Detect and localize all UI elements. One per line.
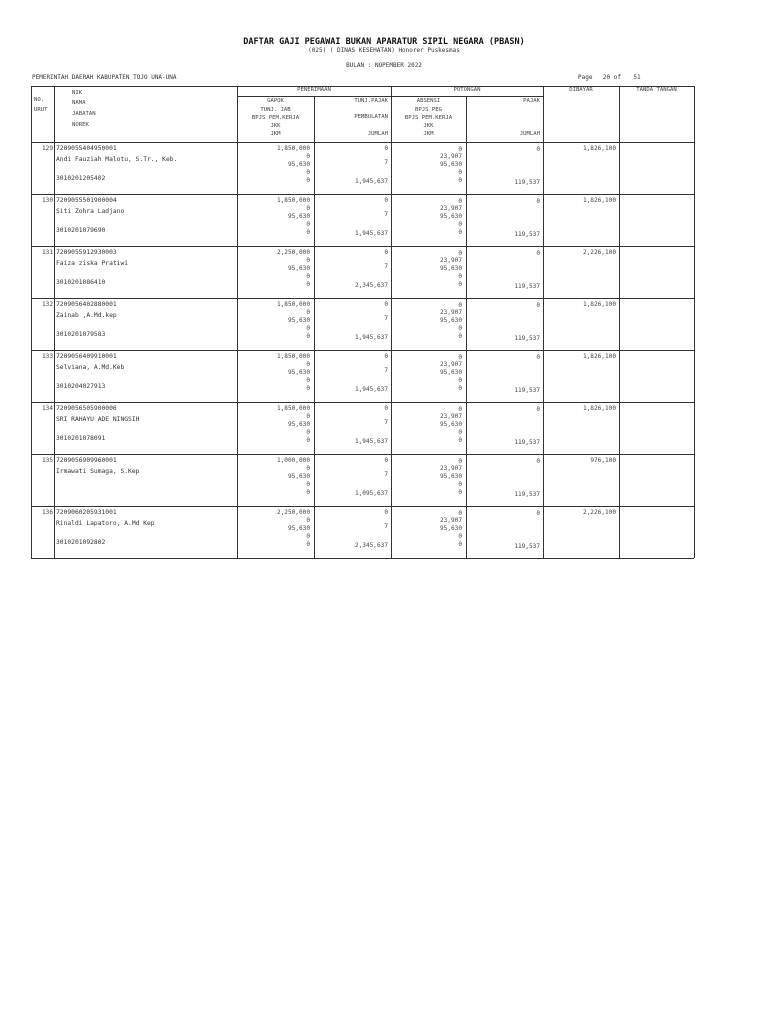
row-absensi: 0 xyxy=(458,198,462,205)
row-tunj-pajak: 0 xyxy=(384,249,388,256)
row-nik: 7209056409910001 xyxy=(56,353,117,360)
row-jkk: 0 xyxy=(306,221,310,228)
row-pajak: 0 xyxy=(536,146,540,153)
col-bpjs-peg: BPJS PEG xyxy=(415,107,442,113)
row-nama: Selviana, A.Md.Keb xyxy=(56,364,125,371)
row-tunj-pajak: 0 xyxy=(384,197,388,204)
page-number: 20 xyxy=(602,74,611,81)
row-jkk: 0 xyxy=(306,169,310,176)
row-jkm: 0 xyxy=(306,489,310,496)
row-tunj-jab: 0 xyxy=(306,153,310,160)
row-jkm: 0 xyxy=(306,333,310,340)
row-no: 135 xyxy=(41,457,53,464)
row-col-rule xyxy=(619,506,620,558)
row-bpjs: 95,630 xyxy=(287,213,310,220)
row-top-rule xyxy=(31,506,694,507)
col-tunj-pajak: TUNJ.PAJAK xyxy=(354,98,388,104)
row-nik: 7209055404950001 xyxy=(56,145,117,152)
row-bpjs: 95,630 xyxy=(287,161,310,168)
row-jumlah-2: 119,537 xyxy=(514,231,540,238)
row-bpjs-peg: 23,907 xyxy=(439,257,462,264)
row-jumlah: 1,945,637 xyxy=(354,386,388,393)
row-col-rule xyxy=(54,402,55,454)
row-norek: 3010201079690 xyxy=(56,227,106,234)
row-norek: 3010201205402 xyxy=(56,175,106,182)
row-nik: 7209055501900004 xyxy=(56,197,117,204)
row-jkk-2: 0 xyxy=(458,169,462,176)
row-col-rule xyxy=(619,142,620,194)
row-jkk: 0 xyxy=(306,429,310,436)
col-jabatan: JABATAN xyxy=(72,111,96,117)
row-col-rule xyxy=(694,350,695,402)
row-jkm-2: 0 xyxy=(458,229,462,236)
col-dibayar: DIBAYAR xyxy=(569,87,593,93)
row-no: 133 xyxy=(41,353,53,360)
row-col-rule xyxy=(619,454,620,506)
row-col-rule xyxy=(54,454,55,506)
col-jkk-2: JKK xyxy=(423,123,434,129)
row-col-rule xyxy=(694,298,695,350)
col-tunj-jab: TUNJ. JAB xyxy=(260,107,291,113)
row-dibayar: 976,100 xyxy=(590,457,616,464)
row-col-rule xyxy=(54,246,55,298)
row-pembulatan: 7 xyxy=(384,315,388,322)
row-col-rule xyxy=(694,506,695,558)
row-dibayar: 2,226,100 xyxy=(582,249,616,256)
col-bpjs-pem-kerja-2: BPJS PEM.KERJA xyxy=(404,115,453,121)
row-bpjs-peg: 23,907 xyxy=(439,413,462,420)
row-bpjs-pem: 95,630 xyxy=(439,421,462,428)
row-norek: 3010204027913 xyxy=(56,383,106,390)
row-jkm: 0 xyxy=(306,177,310,184)
row-nik: 7209056909960001 xyxy=(56,457,117,464)
col-jkm: JKM xyxy=(270,131,281,137)
row-nama: Zainab ,A.Md.kep xyxy=(56,312,117,319)
page-of-label: of xyxy=(613,74,621,81)
row-col-rule xyxy=(619,194,620,246)
row-dibayar: 1,826,100 xyxy=(582,197,616,204)
row-jkm-2: 0 xyxy=(458,281,462,288)
col-pembulatan: PEMBULATAN xyxy=(354,114,388,120)
row-jumlah-2: 119,537 xyxy=(514,335,540,342)
row-top-rule xyxy=(31,194,694,195)
row-bpjs-peg: 23,907 xyxy=(439,309,462,316)
row-jkk-2: 0 xyxy=(458,533,462,540)
col-absensi: ABSENSI xyxy=(416,98,441,104)
row-jkk-2: 0 xyxy=(458,221,462,228)
row-bpjs-peg: 23,907 xyxy=(439,517,462,524)
page-label: Page xyxy=(578,74,593,81)
row-jumlah: 1,095,637 xyxy=(354,490,388,497)
row-jkk-2: 0 xyxy=(458,273,462,280)
row-col-rule xyxy=(619,246,620,298)
row-absensi: 0 xyxy=(458,510,462,517)
row-bpjs: 95,630 xyxy=(287,525,310,532)
row-gapok: 1,850,000 xyxy=(276,405,310,412)
row-tunj-jab: 0 xyxy=(306,413,310,420)
row-bpjs: 95,630 xyxy=(287,421,310,428)
row-bpjs-pem: 95,630 xyxy=(439,213,462,220)
row-top-rule xyxy=(31,246,694,247)
row-pembulatan: 7 xyxy=(384,211,388,218)
row-pajak: 0 xyxy=(536,250,540,257)
col-norek: NOREK xyxy=(72,122,89,128)
row-no: 130 xyxy=(41,197,53,204)
row-bpjs-peg: 23,907 xyxy=(439,465,462,472)
row-jkm: 0 xyxy=(306,281,310,288)
row-col-rule xyxy=(619,350,620,402)
row-jkm: 0 xyxy=(306,437,310,444)
row-nama: Andi Fauziah Malotu, S.Tr., Keb. xyxy=(56,156,178,163)
row-jkk: 0 xyxy=(306,481,310,488)
col-jkm-2: JKM xyxy=(423,131,434,137)
row-pembulatan: 7 xyxy=(384,523,388,530)
row-bpjs: 95,630 xyxy=(287,473,310,480)
row-pajak: 0 xyxy=(536,198,540,205)
row-jumlah-2: 119,537 xyxy=(514,179,540,186)
row-bpjs: 95,630 xyxy=(287,265,310,272)
col-penerimaan: PENERIMAAN xyxy=(297,87,331,93)
col-jkk: JKK xyxy=(270,123,281,129)
row-nama: Rinaldi Lapatoro, A.Md Kep xyxy=(56,520,155,527)
row-top-rule xyxy=(31,454,694,455)
row-norek: 3010201079583 xyxy=(56,331,106,338)
row-absensi: 0 xyxy=(458,302,462,309)
row-nama: SRI RAHAYU ADE NINGSIH xyxy=(56,416,140,423)
row-dibayar: 1,826,100 xyxy=(582,301,616,308)
row-no: 136 xyxy=(41,509,53,516)
row-bottom-rule xyxy=(31,558,694,559)
row-col-rule xyxy=(694,246,695,298)
row-gapok: 1,850,000 xyxy=(276,197,310,204)
row-dibayar: 1,826,100 xyxy=(582,405,616,412)
row-jkk: 0 xyxy=(306,377,310,384)
row-tunj-pajak: 0 xyxy=(384,301,388,308)
row-jumlah-2: 119,537 xyxy=(514,283,540,290)
row-pajak: 0 xyxy=(536,406,540,413)
row-col-rule xyxy=(54,194,55,246)
row-dibayar: 1,826,100 xyxy=(582,353,616,360)
row-no: 129 xyxy=(41,145,53,152)
row-jumlah: 1,945,637 xyxy=(354,178,388,185)
row-pajak: 0 xyxy=(536,354,540,361)
row-col-rule xyxy=(619,298,620,350)
row-tunj-jab: 0 xyxy=(306,517,310,524)
row-nik: 7209056505900006 xyxy=(56,405,117,412)
row-top-rule xyxy=(31,298,694,299)
header-col-rule xyxy=(694,86,695,142)
col-jumlah-2: JUMLAH xyxy=(519,131,540,137)
row-gapok: 1,850,000 xyxy=(276,301,310,308)
document-title: DAFTAR GAJI PEGAWAI BUKAN APARATUR SIPIL NEGARA (PBASN) xyxy=(243,37,525,47)
period-label: BULAN : NOPEMBER 2022 xyxy=(346,62,422,69)
row-nama: Faiza ziska Pratiwi xyxy=(56,260,129,267)
row-jkm-2: 0 xyxy=(458,541,462,548)
row-jkk: 0 xyxy=(306,273,310,280)
col-nik: NIK xyxy=(72,90,83,96)
row-pajak: 0 xyxy=(536,510,540,517)
row-dibayar: 2,226,100 xyxy=(582,509,616,516)
row-bpjs-pem: 95,630 xyxy=(439,525,462,532)
row-absensi: 0 xyxy=(458,354,462,361)
col-potongan: POTONGAN xyxy=(453,87,481,93)
row-tunj-pajak: 0 xyxy=(384,145,388,152)
row-tunj-pajak: 0 xyxy=(384,353,388,360)
row-absensi: 0 xyxy=(458,458,462,465)
row-nama: Irmawati Sumaga, S.Kep xyxy=(56,468,140,475)
row-nik: 7209055912930003 xyxy=(56,249,117,256)
row-jkm-2: 0 xyxy=(458,489,462,496)
row-jkk-2: 0 xyxy=(458,325,462,332)
row-absensi: 0 xyxy=(458,406,462,413)
row-bpjs-pem: 95,630 xyxy=(439,265,462,272)
row-jkm: 0 xyxy=(306,385,310,392)
page-total: 51 xyxy=(633,74,641,81)
row-top-rule xyxy=(31,350,694,351)
row-gapok: 2,250,000 xyxy=(276,249,310,256)
row-jumlah-2: 119,537 xyxy=(514,491,540,498)
row-no: 134 xyxy=(41,405,53,412)
col-urut: URUT xyxy=(34,107,48,113)
header-bottom-rule xyxy=(31,142,694,143)
row-pembulatan: 7 xyxy=(384,263,388,270)
row-col-rule xyxy=(694,402,695,454)
row-top-rule xyxy=(31,402,694,403)
row-col-rule xyxy=(619,402,620,454)
row-gapok: 1,000,000 xyxy=(276,457,310,464)
row-jumlah-2: 119,537 xyxy=(514,543,540,550)
row-bpjs: 95,630 xyxy=(287,317,310,324)
row-col-rule xyxy=(54,506,55,558)
row-nik: 7209060205931001 xyxy=(56,509,117,516)
col-no: NO. xyxy=(34,97,45,103)
row-tunj-pajak: 0 xyxy=(384,457,388,464)
row-jumlah: 1,945,637 xyxy=(354,334,388,341)
row-jkm: 0 xyxy=(306,229,310,236)
header-col-rule xyxy=(31,86,32,142)
row-jkm-2: 0 xyxy=(458,437,462,444)
row-no: 132 xyxy=(41,301,53,308)
row-jkk-2: 0 xyxy=(458,377,462,384)
col-bpjs-pem-kerja: BPJS PEM.KERJA xyxy=(251,115,300,121)
row-tunj-jab: 0 xyxy=(306,465,310,472)
row-bpjs-pem: 95,630 xyxy=(439,369,462,376)
row-jumlah: 1,945,637 xyxy=(354,438,388,445)
row-bpjs-peg: 23,907 xyxy=(439,205,462,212)
col-tanda-tangan: TANDA TANGAN xyxy=(636,87,677,93)
row-tunj-jab: 0 xyxy=(306,257,310,264)
row-col-rule xyxy=(54,298,55,350)
row-bpjs-pem: 95,630 xyxy=(439,161,462,168)
row-jkk: 0 xyxy=(306,325,310,332)
government-label: PEMERINTAH DAERAH KABUPATEN TOJO UNA-UNA xyxy=(32,74,177,81)
col-nama: NAMA xyxy=(72,100,86,106)
row-jkm-2: 0 xyxy=(458,385,462,392)
row-pajak: 0 xyxy=(536,458,540,465)
row-col-rule xyxy=(54,350,55,402)
row-jkk-2: 0 xyxy=(458,429,462,436)
row-jumlah: 2,345,637 xyxy=(354,542,388,549)
row-gapok: 2,250,000 xyxy=(276,509,310,516)
row-col-rule xyxy=(694,142,695,194)
row-pembulatan: 7 xyxy=(384,419,388,426)
row-tunj-jab: 0 xyxy=(306,361,310,368)
row-tunj-jab: 0 xyxy=(306,205,310,212)
row-tunj-pajak: 0 xyxy=(384,509,388,516)
col-gapok: GAPOK xyxy=(267,98,284,104)
row-col-rule xyxy=(694,194,695,246)
row-nama: Siti Zohra Ladjano xyxy=(56,208,125,215)
row-bpjs-peg: 23,907 xyxy=(439,153,462,160)
header-col-rule xyxy=(54,86,55,142)
row-jkm-2: 0 xyxy=(458,177,462,184)
row-dibayar: 1,826,100 xyxy=(582,145,616,152)
row-bpjs-pem: 95,630 xyxy=(439,317,462,324)
row-tunj-jab: 0 xyxy=(306,309,310,316)
row-col-rule xyxy=(54,142,55,194)
row-norek: 3010201078091 xyxy=(56,435,106,442)
row-jumlah: 2,345,637 xyxy=(354,282,388,289)
col-pajak: PAJAK xyxy=(523,98,540,104)
row-norek: 3010201092802 xyxy=(56,539,106,546)
row-pembulatan: 7 xyxy=(384,367,388,374)
row-no: 131 xyxy=(41,249,53,256)
row-absensi: 0 xyxy=(458,146,462,153)
row-pembulatan: 7 xyxy=(384,471,388,478)
row-pajak: 0 xyxy=(536,302,540,309)
row-gapok: 1,850,000 xyxy=(276,145,310,152)
row-col-rule xyxy=(694,454,695,506)
row-norek: 3010201086410 xyxy=(56,279,106,286)
row-gapok: 1,850,000 xyxy=(276,353,310,360)
row-jkk-2: 0 xyxy=(458,481,462,488)
row-jumlah-2: 119,537 xyxy=(514,439,540,446)
row-jkk: 0 xyxy=(306,533,310,540)
row-tunj-pajak: 0 xyxy=(384,405,388,412)
row-jkm-2: 0 xyxy=(458,333,462,340)
row-bpjs-pem: 95,630 xyxy=(439,473,462,480)
row-bpjs: 95,630 xyxy=(287,369,310,376)
row-absensi: 0 xyxy=(458,250,462,257)
row-jkm: 0 xyxy=(306,541,310,548)
col-jumlah: JUMLAH xyxy=(367,131,388,137)
row-jumlah: 1,945,637 xyxy=(354,230,388,237)
page-indicator xyxy=(578,74,641,81)
document-subtitle: (025) ( DINAS KESEHATAN) Honorer Puskesmas xyxy=(308,47,460,54)
row-pembulatan: 7 xyxy=(384,159,388,166)
row-bpjs-peg: 23,907 xyxy=(439,361,462,368)
row-nik: 7209056402880001 xyxy=(56,301,117,308)
row-jumlah-2: 119,537 xyxy=(514,387,540,394)
